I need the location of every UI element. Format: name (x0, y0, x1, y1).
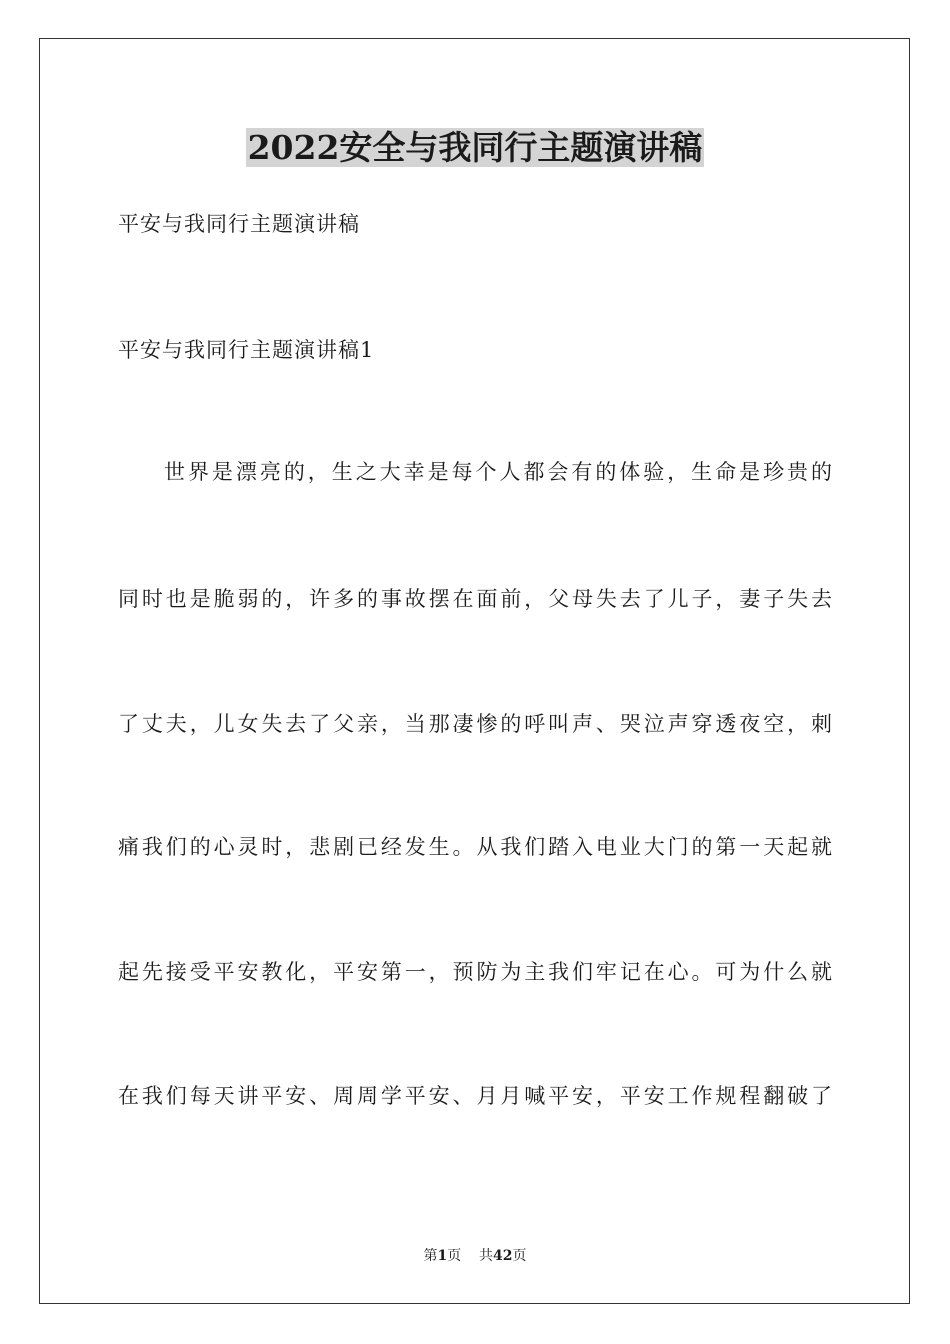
page-footer (0, 1246, 950, 1266)
total-prefix: 共 (479, 1248, 494, 1264)
paragraph-line: 世界是漂亮的，生之大幸是每个人都会有的体验，生命是珍贵的 (164, 460, 832, 484)
paragraph-line: 痛我们的心灵时，悲剧已经发生。从我们踏入电业大门的第一天起就 (118, 835, 832, 859)
document-title-text: 2022安全与我同行主题演讲稿 (247, 128, 703, 167)
paragraph-line: 了丈夫，儿女失去了父亲，当那凄惨的呼叫声、哭泣声穿透夜空，刺 (118, 712, 832, 736)
paragraph-line: 在我们每天讲平安、周周学平安、月月喊平安，平安工作规程翻破了 (118, 1084, 832, 1108)
paragraph-line: 同时也是脆弱的，许多的事故摆在面前，父母失去了儿子，妻子失去 (118, 587, 832, 611)
document-subtitle: 平安与我同行主题演讲稿 (118, 212, 360, 236)
document-title (0, 126, 950, 170)
page-prefix: 第 (423, 1248, 438, 1264)
section-heading: 平安与我同行主题演讲稿1 (118, 338, 375, 362)
paragraph-line: 起先接受平安教化，平安第一，预防为主我们牢记在心。可为什么就 (118, 960, 832, 984)
page-number: 1 (437, 1248, 448, 1264)
total-suffix: 页 (512, 1248, 527, 1264)
page-suffix: 页 (447, 1248, 462, 1264)
total-pages: 42 (493, 1248, 513, 1264)
